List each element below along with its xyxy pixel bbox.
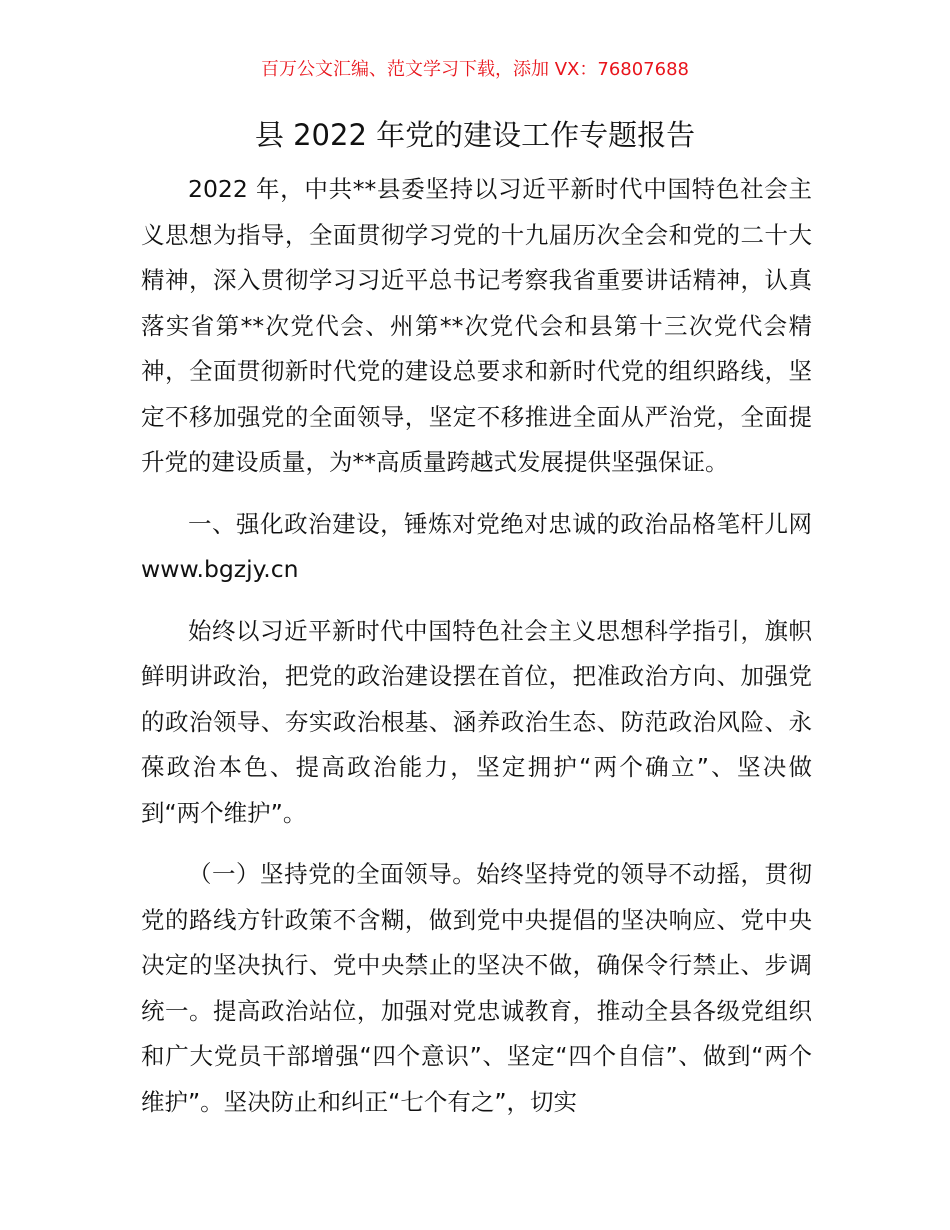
header-notice: 百万公文汇编、范文学习下载，添加 VX：76807688 (261, 59, 689, 80)
document-body (141, 167, 812, 1125)
paragraph-section-1: 始终以习近平新时代中国特色社会主义思想科学指引，旗帜鲜明讲政治，把党的政治建设摆在首位，把准政治方向、加强党的政治领导、夯实政治根基、涵养政治生态、防范政治风险、永葆政治本色、提高政治能力，坚定拥护“两个确立”、坚决做到“两个维护”。 (141, 616, 812, 827)
paragraph-subsection-1: （一）坚持党的全面领导。始终坚持党的领导不动摇，贯彻党的路线方针政策不含糊，做到党中央提倡的坚决响应、党中央决定的坚决执行、党中央禁止的坚决不做，确保令行禁止、步调统一。提高政治站位，加强对党忠诚教育，推动全县各级党组织和广大党员干部增强“四个意识”、坚定“四个自信”、做到“两个维护”。坚决防止和纠正“七个有之”，切实 (141, 860, 812, 1116)
paragraph-intro: 2022 年，中共**县委坚持以习近平新时代中国特色社会主义思想为指导，全面贯彻学习党的十九届历次全会和党的二十大精神，深入贯彻学习习近平总书记考察我省重要讲话精神，认真落实省第**次党代会、州第**次党代会和县第十三次党代会精神，全面贯彻新时代党的建设总要求和新时代党的组织路线，坚定不移加强党的全面领导，坚定不移推进全面从严治党，全面提升党的建设质量，为**高质量跨越式发展提供坚强保证。 (141, 175, 812, 476)
section-heading-1: 一、强化政治建设，锤炼对党绝对忠诚的政治品格笔杆儿网 www.bgzjy.cn (141, 509, 812, 583)
document-title: 县 2022 年党的建设工作专题报告 (254, 118, 696, 152)
